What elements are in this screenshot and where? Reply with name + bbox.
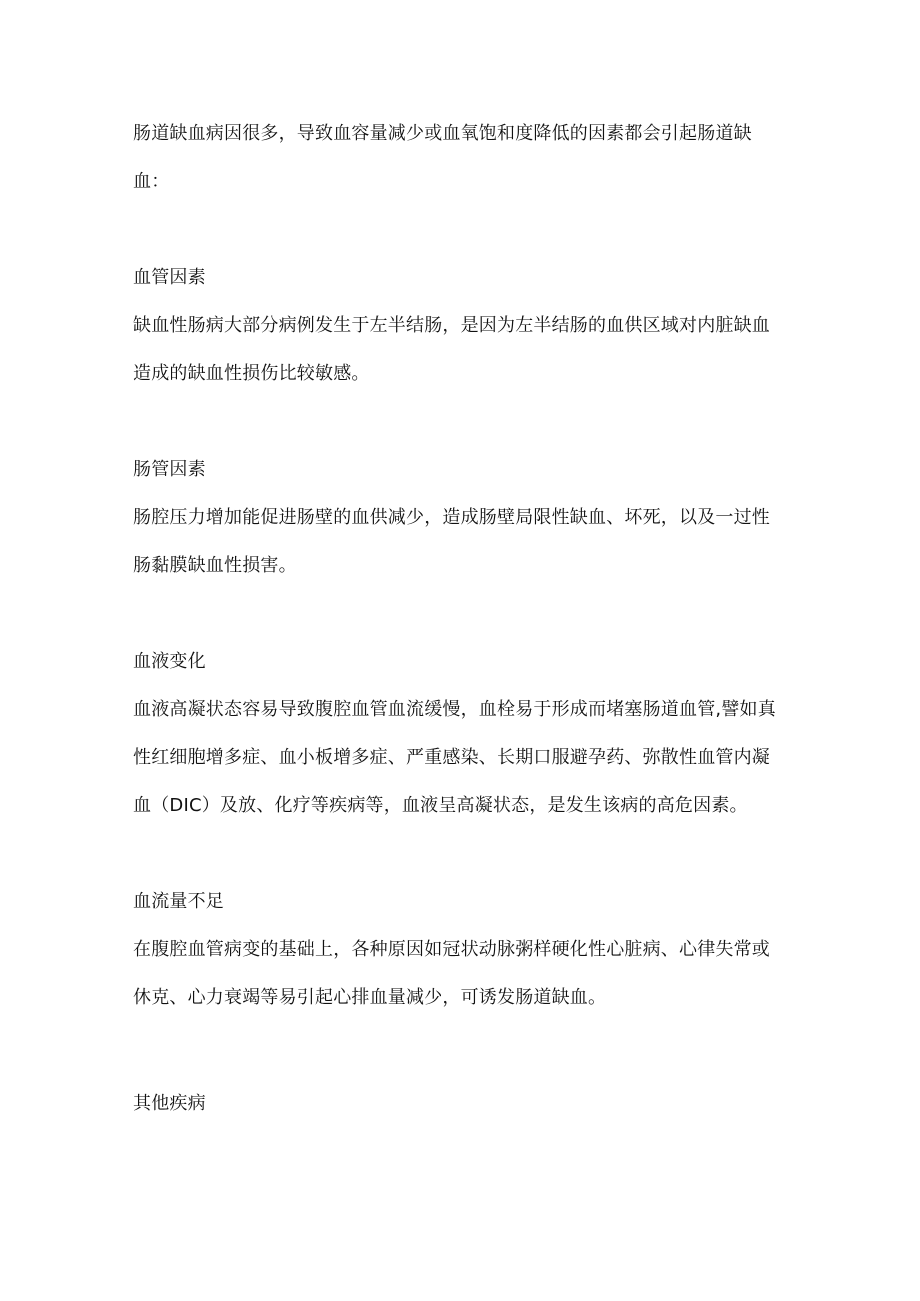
- section-heading-vascular: 血管因素: [133, 267, 206, 288]
- intro-line-2: 血：: [133, 171, 170, 192]
- section-heading-intestinal: 肠管因素: [133, 459, 206, 480]
- section-heading-other: 其他疾病: [133, 1093, 206, 1114]
- section-text-vascular-1: 缺血性肠病大部分病例发生于左半结肠，是因为左半结肠的血供区域对内脏缺血: [133, 315, 770, 336]
- section-text-bloodflow-2: 休克、心力衰竭等易引起心排血量减少，可诱发肠道缺血。: [133, 987, 607, 1008]
- section-text-intestinal-1: 肠腔压力增加能促进肠壁的血供减少，造成肠壁局限性缺血、坏死，以及一过性: [133, 507, 770, 528]
- section-heading-blood: 血液变化: [133, 651, 206, 672]
- section-text-intestinal-2: 肠黏膜缺血性损害。: [133, 555, 297, 576]
- section-text-bloodflow-1: 在腹腔血管病变的基础上，各种原因如冠状动脉粥样硬化性心脏病、心律失常或: [133, 939, 770, 960]
- section-text-blood-3: 血（DIC）及放、化疗等疾病等，血液呈高凝状态，是发生该病的高危因素。: [133, 795, 748, 816]
- section-heading-bloodflow: 血流量不足: [133, 891, 224, 912]
- section-text-blood-1: 血液高凝状态容易导致腹腔血管血流缓慢，血栓易于形成而堵塞肠道血管,譬如真: [133, 699, 776, 720]
- section-text-blood-2: 性红细胞增多症、血小板增多症、严重感染、长期口服避孕药、弥散性血管内凝: [133, 747, 770, 768]
- intro-line-1: 肠道缺血病因很多，导致血容量减少或血氧饱和度降低的因素都会引起肠道缺: [133, 123, 752, 144]
- section-text-vascular-2: 造成的缺血性损伤比较敏感。: [133, 363, 370, 384]
